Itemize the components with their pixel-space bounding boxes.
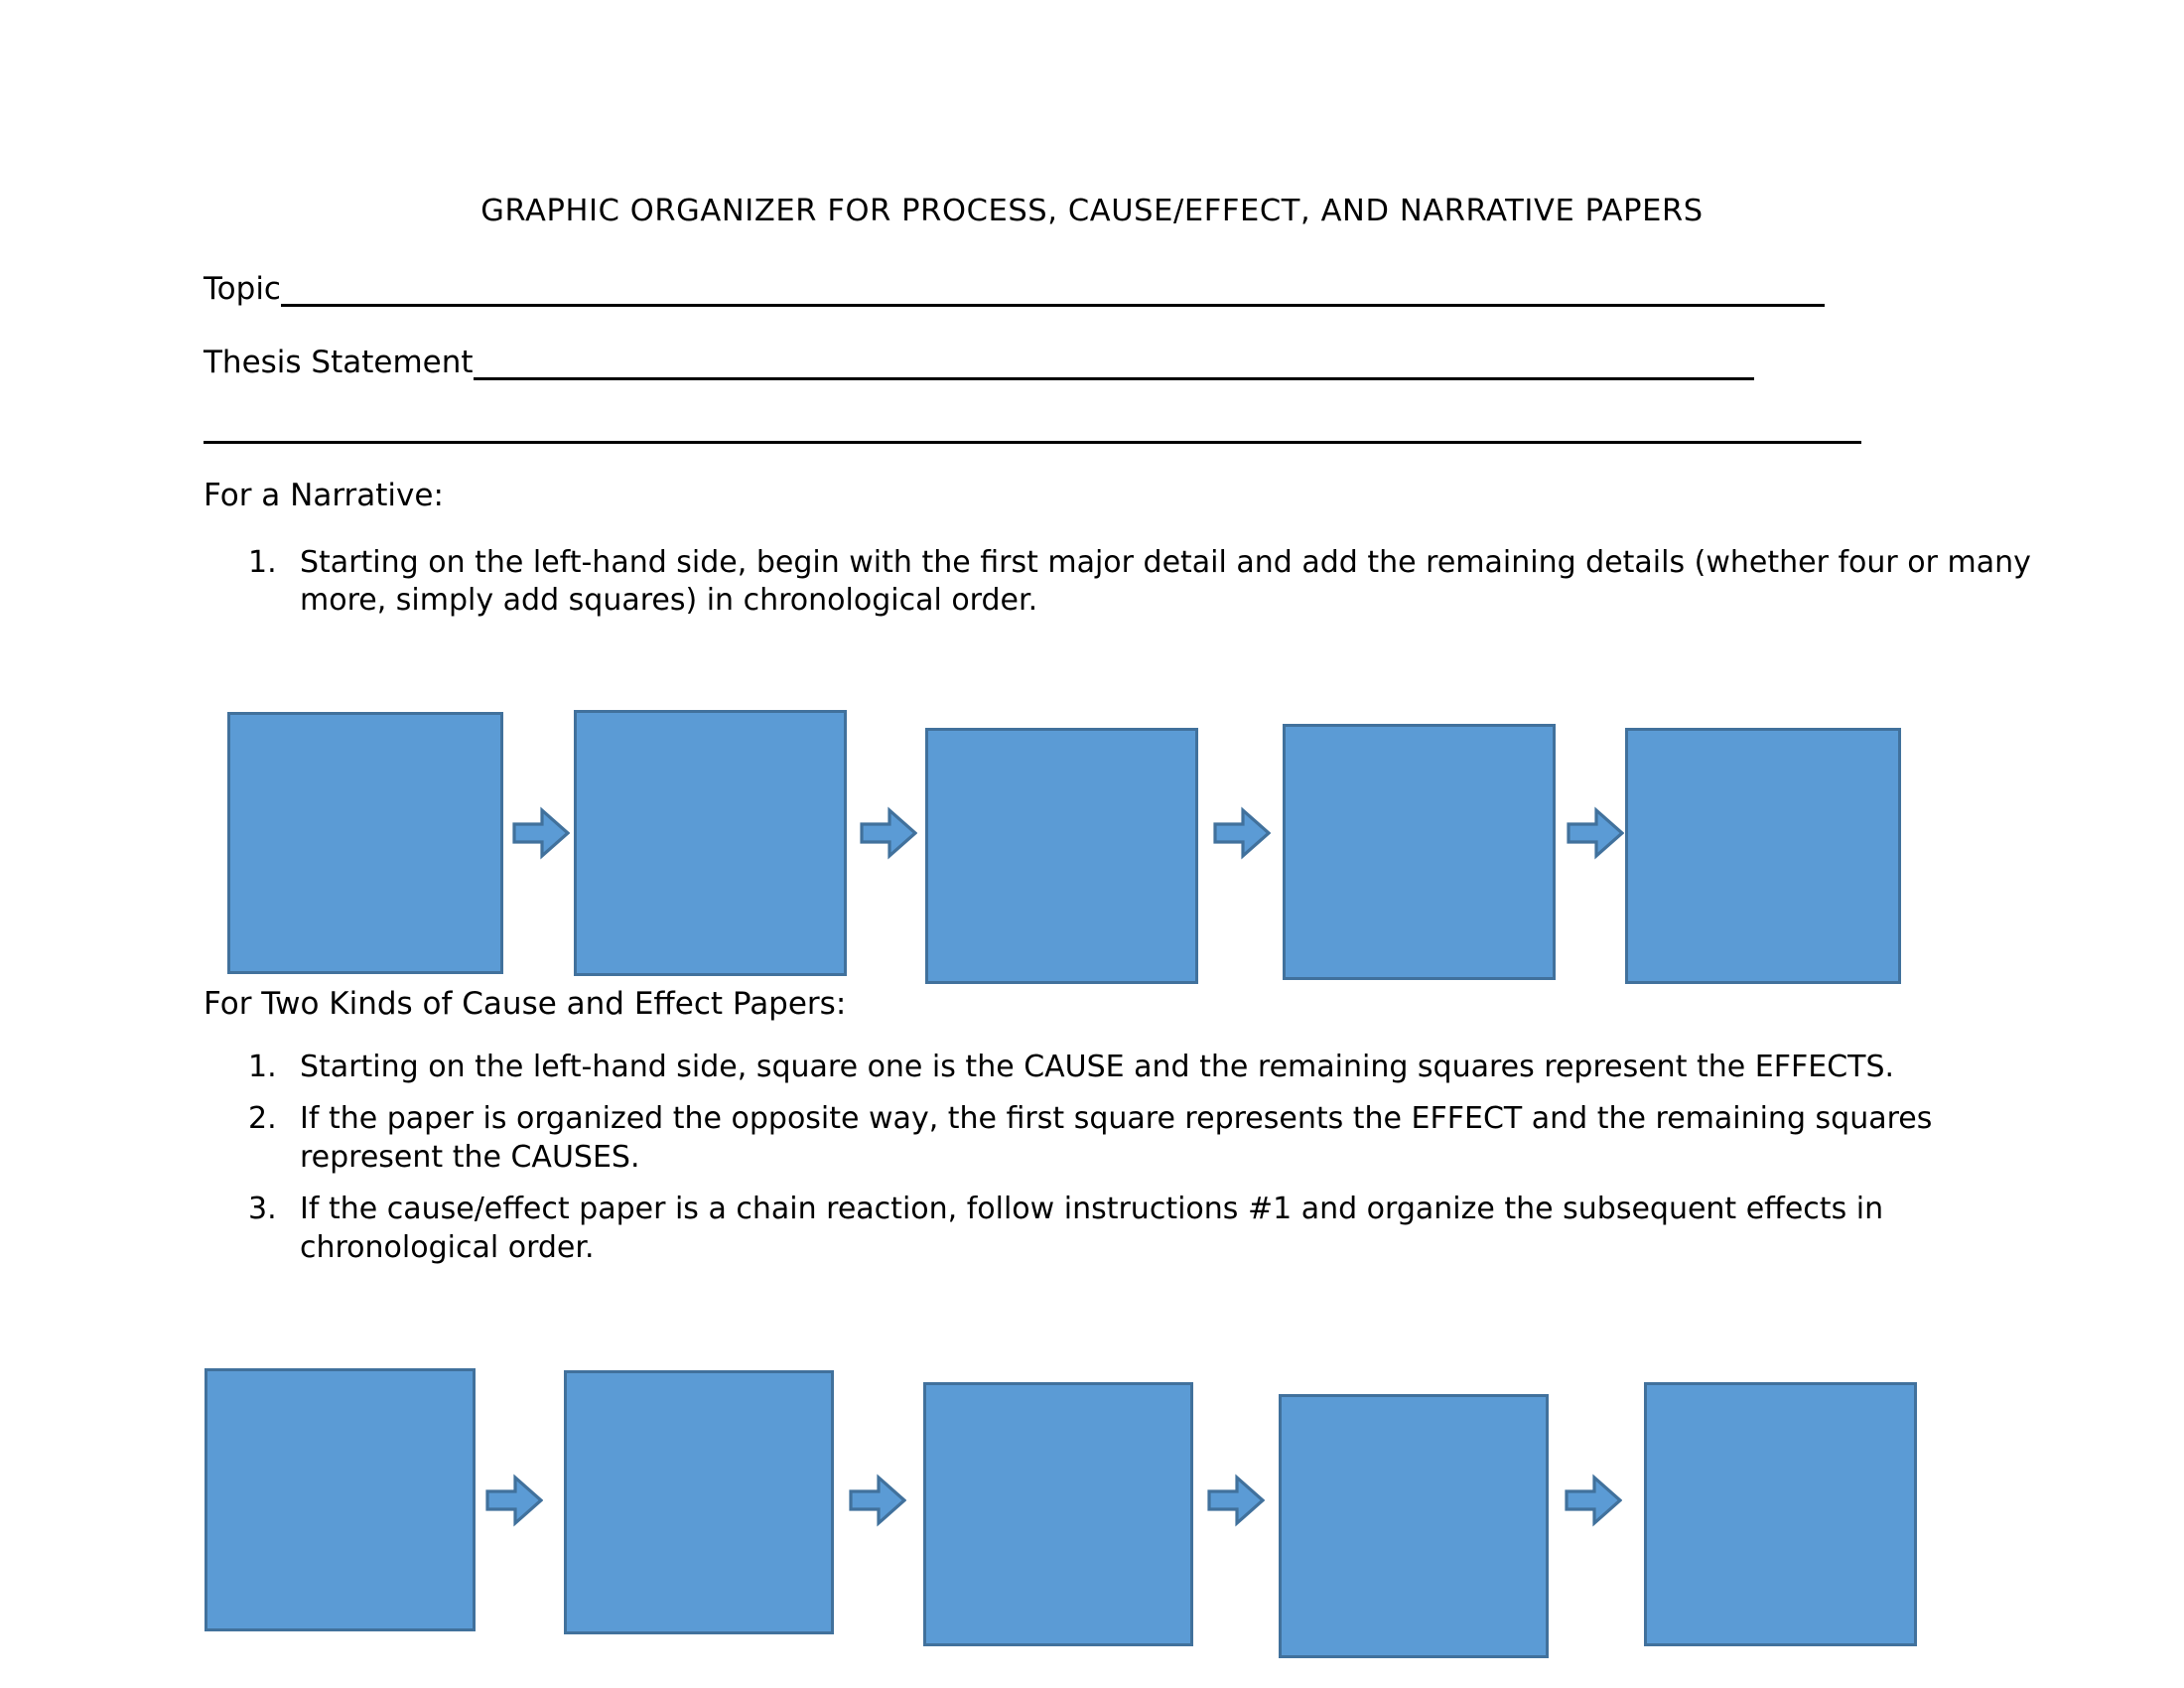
list-item-text: If the paper is organized the opposite way, the first square represents the EFFECT and the remaining squares represent the CAUSES. [300,1101,1933,1175]
thesis-input-line-1[interactable] [474,376,1754,380]
flow-box[interactable] [1279,1394,1549,1658]
flow-box[interactable] [227,712,503,974]
list-item-number: 3. [248,1192,277,1227]
thesis-label: Thesis Statement [204,345,474,380]
flow-arrow-right-icon [1567,804,1624,862]
flow-box[interactable] [564,1370,834,1634]
flow-arrow-right-icon [1565,1472,1622,1529]
list-item [248,1049,2035,1086]
list-item-text: If the cause/effect paper is a chain reaction, follow instructions #1 and organize the subsequent effects in chronological order. [300,1192,1884,1265]
flow-arrow-right-icon [849,1472,906,1529]
thesis-input-line-2[interactable] [204,440,1861,444]
list-item-number: 2. [248,1101,277,1137]
list-item [248,1100,2035,1177]
instruction-list-cause-effect [248,1049,2035,1281]
topic-label: Topic [204,271,281,307]
instruction-list-narrative [248,544,2035,634]
flow-arrow-right-icon [1213,804,1271,862]
list-item-text: Starting on the left-hand side, square one is the CAUSE and the remaining squares represent the EFFECTS. [300,1050,1895,1084]
page-title: GRAPHIC ORGANIZER FOR PROCESS, CAUSE/EFFECT, AND NARRATIVE PAPERS [480,194,1704,228]
flow-box[interactable] [1644,1382,1917,1646]
list-item-text: Starting on the left-hand side, begin with the first major detail and add the remaining details (whether four or many more, simply add squares) in chronological order. [300,545,2031,619]
flow-box[interactable] [1283,724,1556,980]
list-item [248,544,2035,621]
flow-box[interactable] [205,1368,476,1631]
flow-box[interactable] [574,710,847,976]
section-heading-cause-effect: For Two Kinds of Cause and Effect Papers: [204,986,847,1022]
list-item [248,1191,2035,1267]
topic-field-row [204,271,1825,307]
section-heading-narrative: For a Narrative: [204,478,444,513]
flow-arrow-right-icon [485,1472,543,1529]
thesis-field-row [204,345,1754,380]
list-item-number: 1. [248,1050,277,1084]
flow-arrow-right-icon [1207,1472,1265,1529]
flow-arrow-right-icon [860,804,917,862]
flow-box[interactable] [925,728,1198,984]
list-item-number: 1. [248,545,277,580]
flow-box[interactable] [1625,728,1901,984]
topic-input-line[interactable] [281,303,1825,307]
flow-arrow-right-icon [512,804,570,862]
flow-box[interactable] [923,1382,1193,1646]
